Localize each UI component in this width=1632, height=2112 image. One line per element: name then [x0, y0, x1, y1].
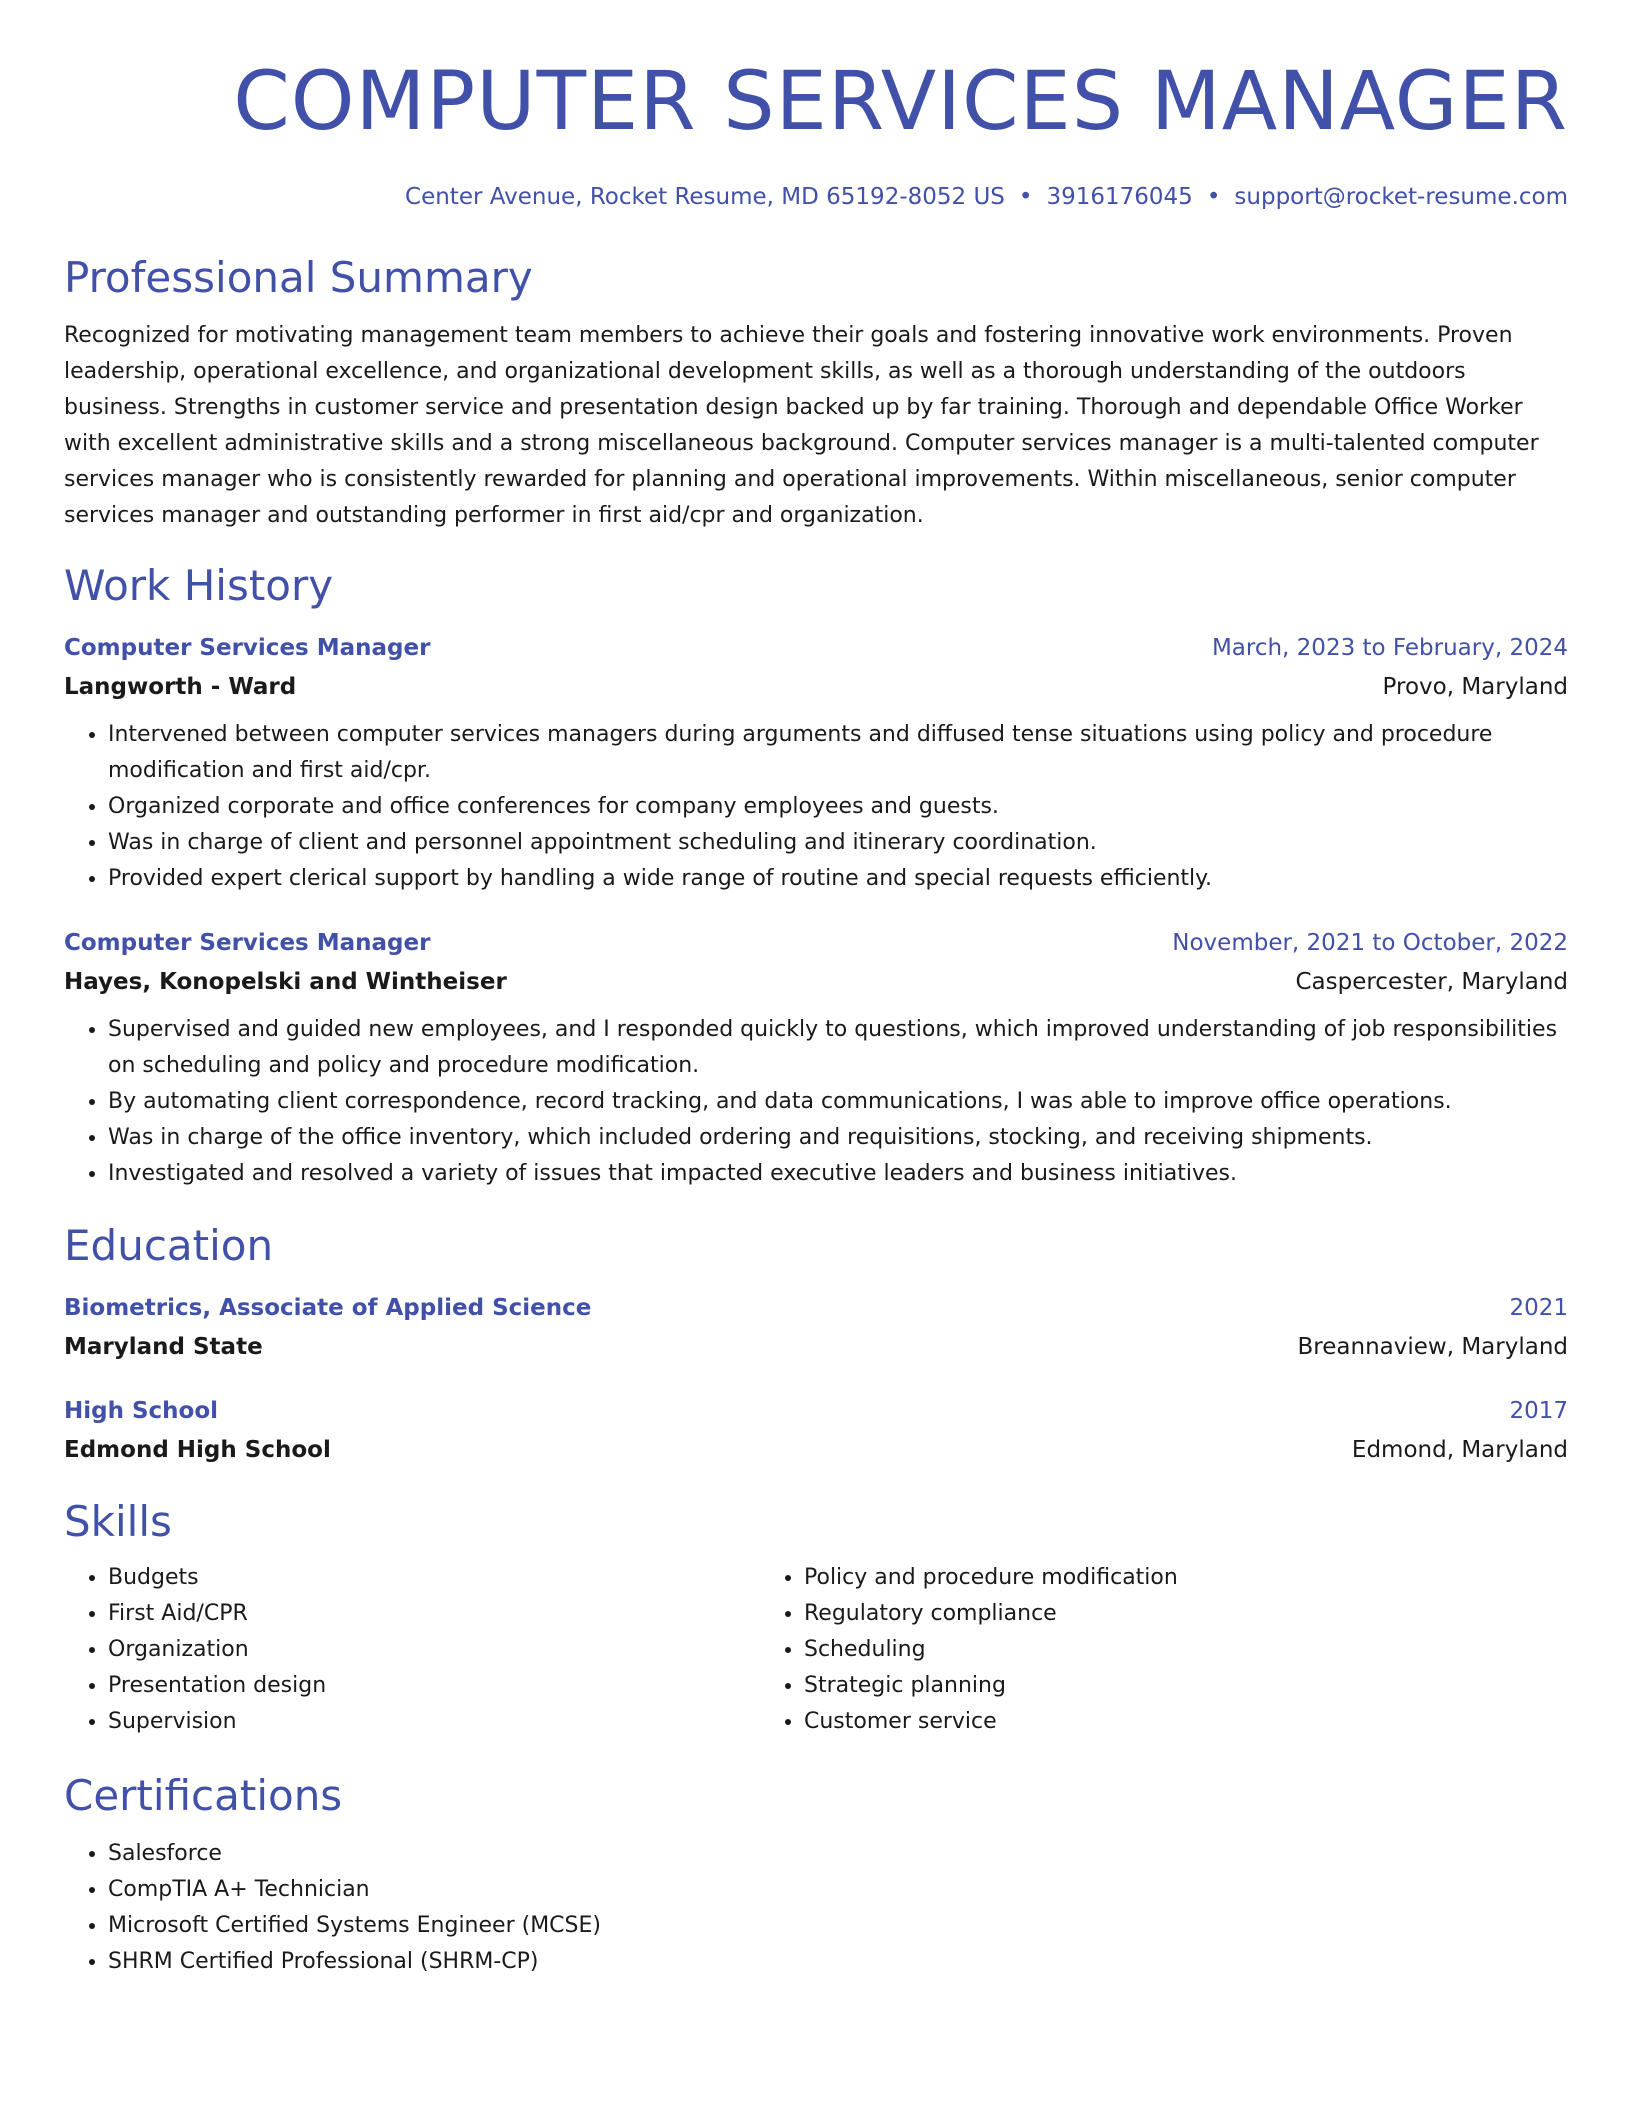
education-location: Edmond, Maryland: [1351, 1437, 1568, 1463]
education-heading: Education: [64, 1221, 274, 1270]
education-entry: [64, 1292, 1568, 1363]
education-year: 2017: [1509, 1398, 1568, 1424]
job-bullet: • Was in charge of the office inventory, which included ordering and requisitions, stocking, and receiving shipments.: [108, 1120, 1568, 1156]
job-dates: March, 2023 to February, 2024: [1211, 635, 1568, 661]
certification-item: • Microsoft Certified Systems Engineer (MCSE): [108, 1908, 1568, 1944]
summary-text: Recognized for motivating management team members to achieve their goals and fostering innovative work environments. Proven leadership, operational excellence, and organizational development skills, as well as a thorough understanding of the outdoors business. Strengths in customer service and presentation design backed up by far training. Thorough and dependable Office Worker with excellent administrative skills and a strong miscellaneous background. Computer services manager is a multi-talented computer services manager who is consistently rewarded for planning and operational improvements. Within miscellaneous, senior computer services manager and outstanding performer in first aid/cpr and organization.: [64, 323, 1539, 528]
education-school: Maryland State: [64, 1334, 263, 1360]
contact-email: support@rocket-resume.com: [1234, 184, 1568, 210]
skills-column-left: [64, 1560, 760, 1740]
contact-line: [64, 182, 1568, 212]
job-bullets: [64, 1012, 1568, 1192]
contact-separator: •: [1206, 184, 1221, 210]
job-dates: November, 2021 to October, 2022: [1172, 930, 1568, 956]
job-bullets: [64, 717, 1568, 897]
job-bullet: • Organized corporate and office conferences for company employees and guests.: [108, 789, 1568, 825]
contact-address: Center Avenue, Rocket Resume, MD 65192-8052 US: [405, 184, 1005, 210]
skill-item: • Organization: [108, 1632, 760, 1668]
skills-heading: Skills: [64, 1497, 172, 1546]
certification-item: • Salesforce: [108, 1836, 1568, 1872]
skill-item: • First Aid/CPR: [108, 1596, 760, 1632]
skill-item: • Presentation design: [108, 1668, 760, 1704]
education-entry: [64, 1395, 1568, 1466]
job-bullet: • Investigated and resolved a variety of issues that impacted executive leaders and business initiatives.: [108, 1156, 1568, 1192]
skill-item: • Budgets: [108, 1560, 760, 1596]
work-history-heading: Work History: [64, 561, 334, 610]
contact-separator: •: [1018, 184, 1033, 210]
education-location: Breannaview, Maryland: [1297, 1334, 1568, 1360]
job-bullet: • Provided expert clerical support by handling a wide range of routine and special requests efficiently.: [108, 861, 1568, 897]
certification-item: • CompTIA A+ Technician: [108, 1872, 1568, 1908]
skill-item: • Customer service: [804, 1704, 1178, 1740]
job-company: Langworth - Ward: [64, 674, 297, 700]
contact-phone: 3916176045: [1046, 184, 1193, 210]
education-degree: Biometrics, Associate of Applied Science: [64, 1295, 592, 1321]
job-entry: [64, 632, 1568, 897]
job-title: Computer Services Manager: [64, 635, 431, 661]
skill-item: • Scheduling: [804, 1632, 1178, 1668]
certifications-list: [64, 1836, 1568, 1980]
education-degree: High School: [64, 1398, 219, 1424]
job-bullet: • Intervened between computer services managers during arguments and diffused tense situations using policy and procedure modification and first aid/cpr.: [108, 717, 1568, 789]
job-bullet: • By automating client correspondence, record tracking, and data communications, I was able to improve office operations.: [108, 1084, 1568, 1120]
education-school: Edmond High School: [64, 1437, 331, 1463]
certifications-heading: Certifications: [64, 1771, 343, 1820]
summary-heading: Professional Summary: [64, 253, 533, 302]
skill-item: • Regulatory compliance: [804, 1596, 1178, 1632]
job-bullet: • Was in charge of client and personnel appointment scheduling and itinerary coordination.: [108, 825, 1568, 861]
job-company: Hayes, Konopelski and Wintheiser: [64, 969, 507, 995]
job-location: Provo, Maryland: [1382, 674, 1568, 700]
education-year: 2021: [1509, 1295, 1568, 1321]
skills-list: [64, 1560, 1568, 1740]
skill-item: • Policy and procedure modification: [804, 1560, 1178, 1596]
skill-item: • Strategic planning: [804, 1668, 1178, 1704]
job-entry: [64, 927, 1568, 1192]
job-location: Caspercester, Maryland: [1295, 969, 1568, 995]
job-title: Computer Services Manager: [64, 930, 431, 956]
certification-item: • SHRM Certified Professional (SHRM-CP): [108, 1944, 1568, 1980]
skill-item: • Supervision: [108, 1704, 760, 1740]
skills-column-right: [760, 1560, 1178, 1740]
education-list: [64, 1292, 1568, 1466]
job-bullet: • Supervised and guided new employees, and I responded quickly to questions, which improved understanding of job responsibilities on scheduling and policy and procedure modification.: [108, 1012, 1568, 1084]
resume-name: COMPUTER SERVICES MANAGER: [233, 55, 1568, 149]
